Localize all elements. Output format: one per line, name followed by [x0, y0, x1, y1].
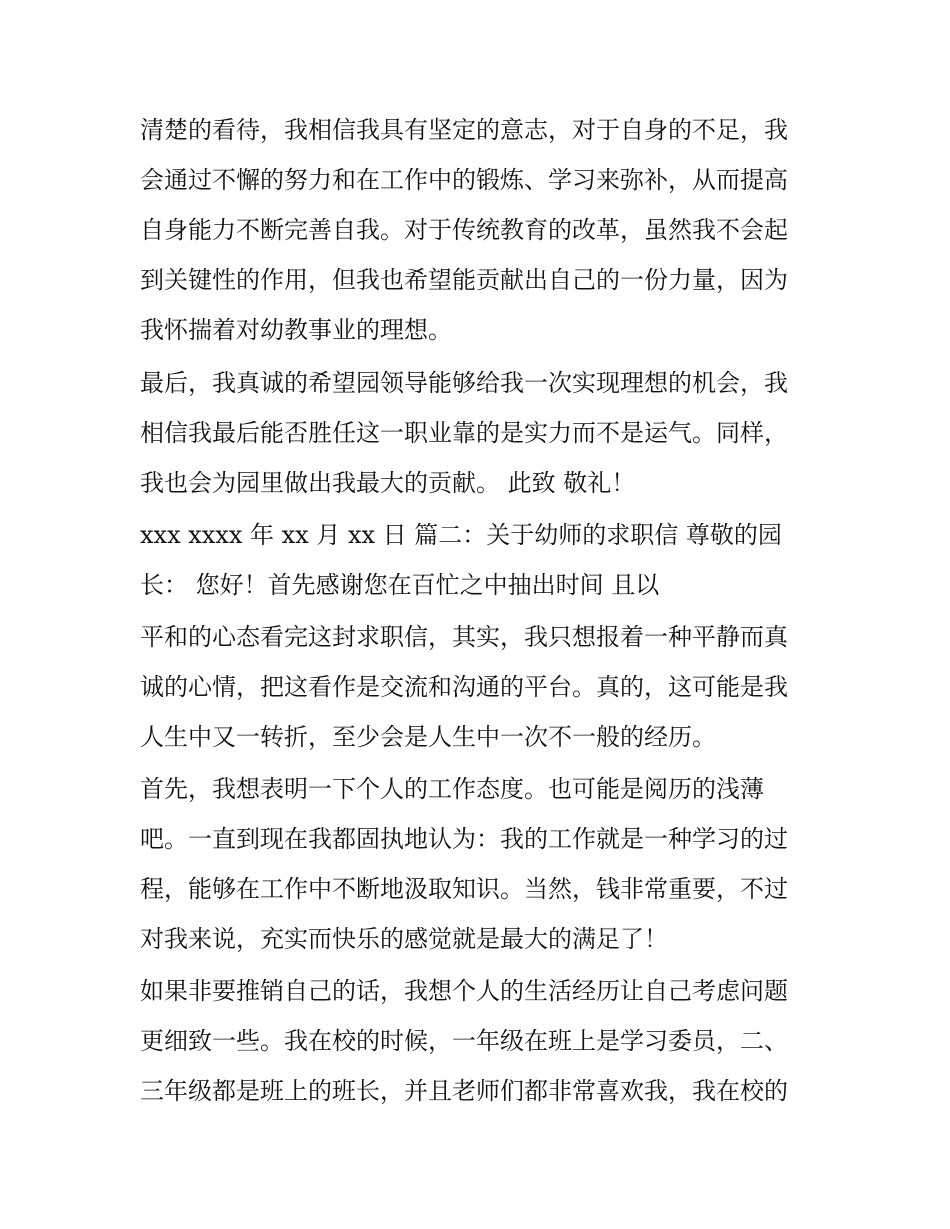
- text-line: 我也会为园里做出我最大的贡献。 此致 敬礼！: [140, 469, 636, 497]
- text-line: 程，能够在工作中不断地汲取知识。当然，钱非常重要，不过: [140, 875, 788, 903]
- text-line: 如果非要推销自己的话，我想个人的生活经历让自己考虑问题: [140, 977, 788, 1005]
- text-line: 三年级都是班上的班长，并且老师们都非常喜欢我，我在校的: [140, 1077, 788, 1105]
- text-line: 诚的心情，把这看作是交流和沟通的平台。真的，这可能是我: [140, 673, 788, 701]
- text-line: 我怀揣着对幼教事业的理想。: [140, 316, 452, 344]
- text-line: 自身能力不断完善自我。对于传统教育的改革，虽然我不会起: [140, 216, 788, 244]
- text-line: 更细致一些。我在校的时候，一年级在班上是学习委员，二、: [140, 1027, 788, 1055]
- text-line: 到关键性的作用，但我也希望能贡献出自己的一份力量，因为: [140, 266, 788, 294]
- text-line: 最后，我真诚的希望园领导能够给我一次实现理想的机会，我: [140, 369, 788, 397]
- text-line: 吧。一直到现在我都固执地认为：我的工作就是一种学习的过: [140, 825, 788, 853]
- text-line: 平和的心态看完这封求职信，其实，我只想报着一种平静而真: [140, 623, 788, 651]
- text-line: 相信我最后能否胜任这一职业靠的是实力而不是运气。同样，: [140, 419, 788, 447]
- text-line: 长： 您好！首先感谢您在百忙之中抽出时间 且以: [140, 571, 660, 599]
- text-line: 首先，我想表明一下个人的工作态度。也可能是阅历的浅薄: [140, 775, 764, 803]
- text-line: 清楚的看待，我相信我具有坚定的意志，对于自身的不足，我: [140, 116, 788, 144]
- text-line: 对我来说，充实而快乐的感觉就是最大的满足了！: [140, 925, 668, 953]
- text-line: 会通过不懈的努力和在工作中的锻炼、学习来弥补，从而提高: [140, 166, 788, 194]
- text-line: 人生中又一转折，至少会是人生中一次不一般的经历。: [140, 723, 716, 751]
- text-line: xxx xxxx 年 xx 月 xx 日 篇二：关于幼师的求职信 尊敬的园: [140, 521, 782, 549]
